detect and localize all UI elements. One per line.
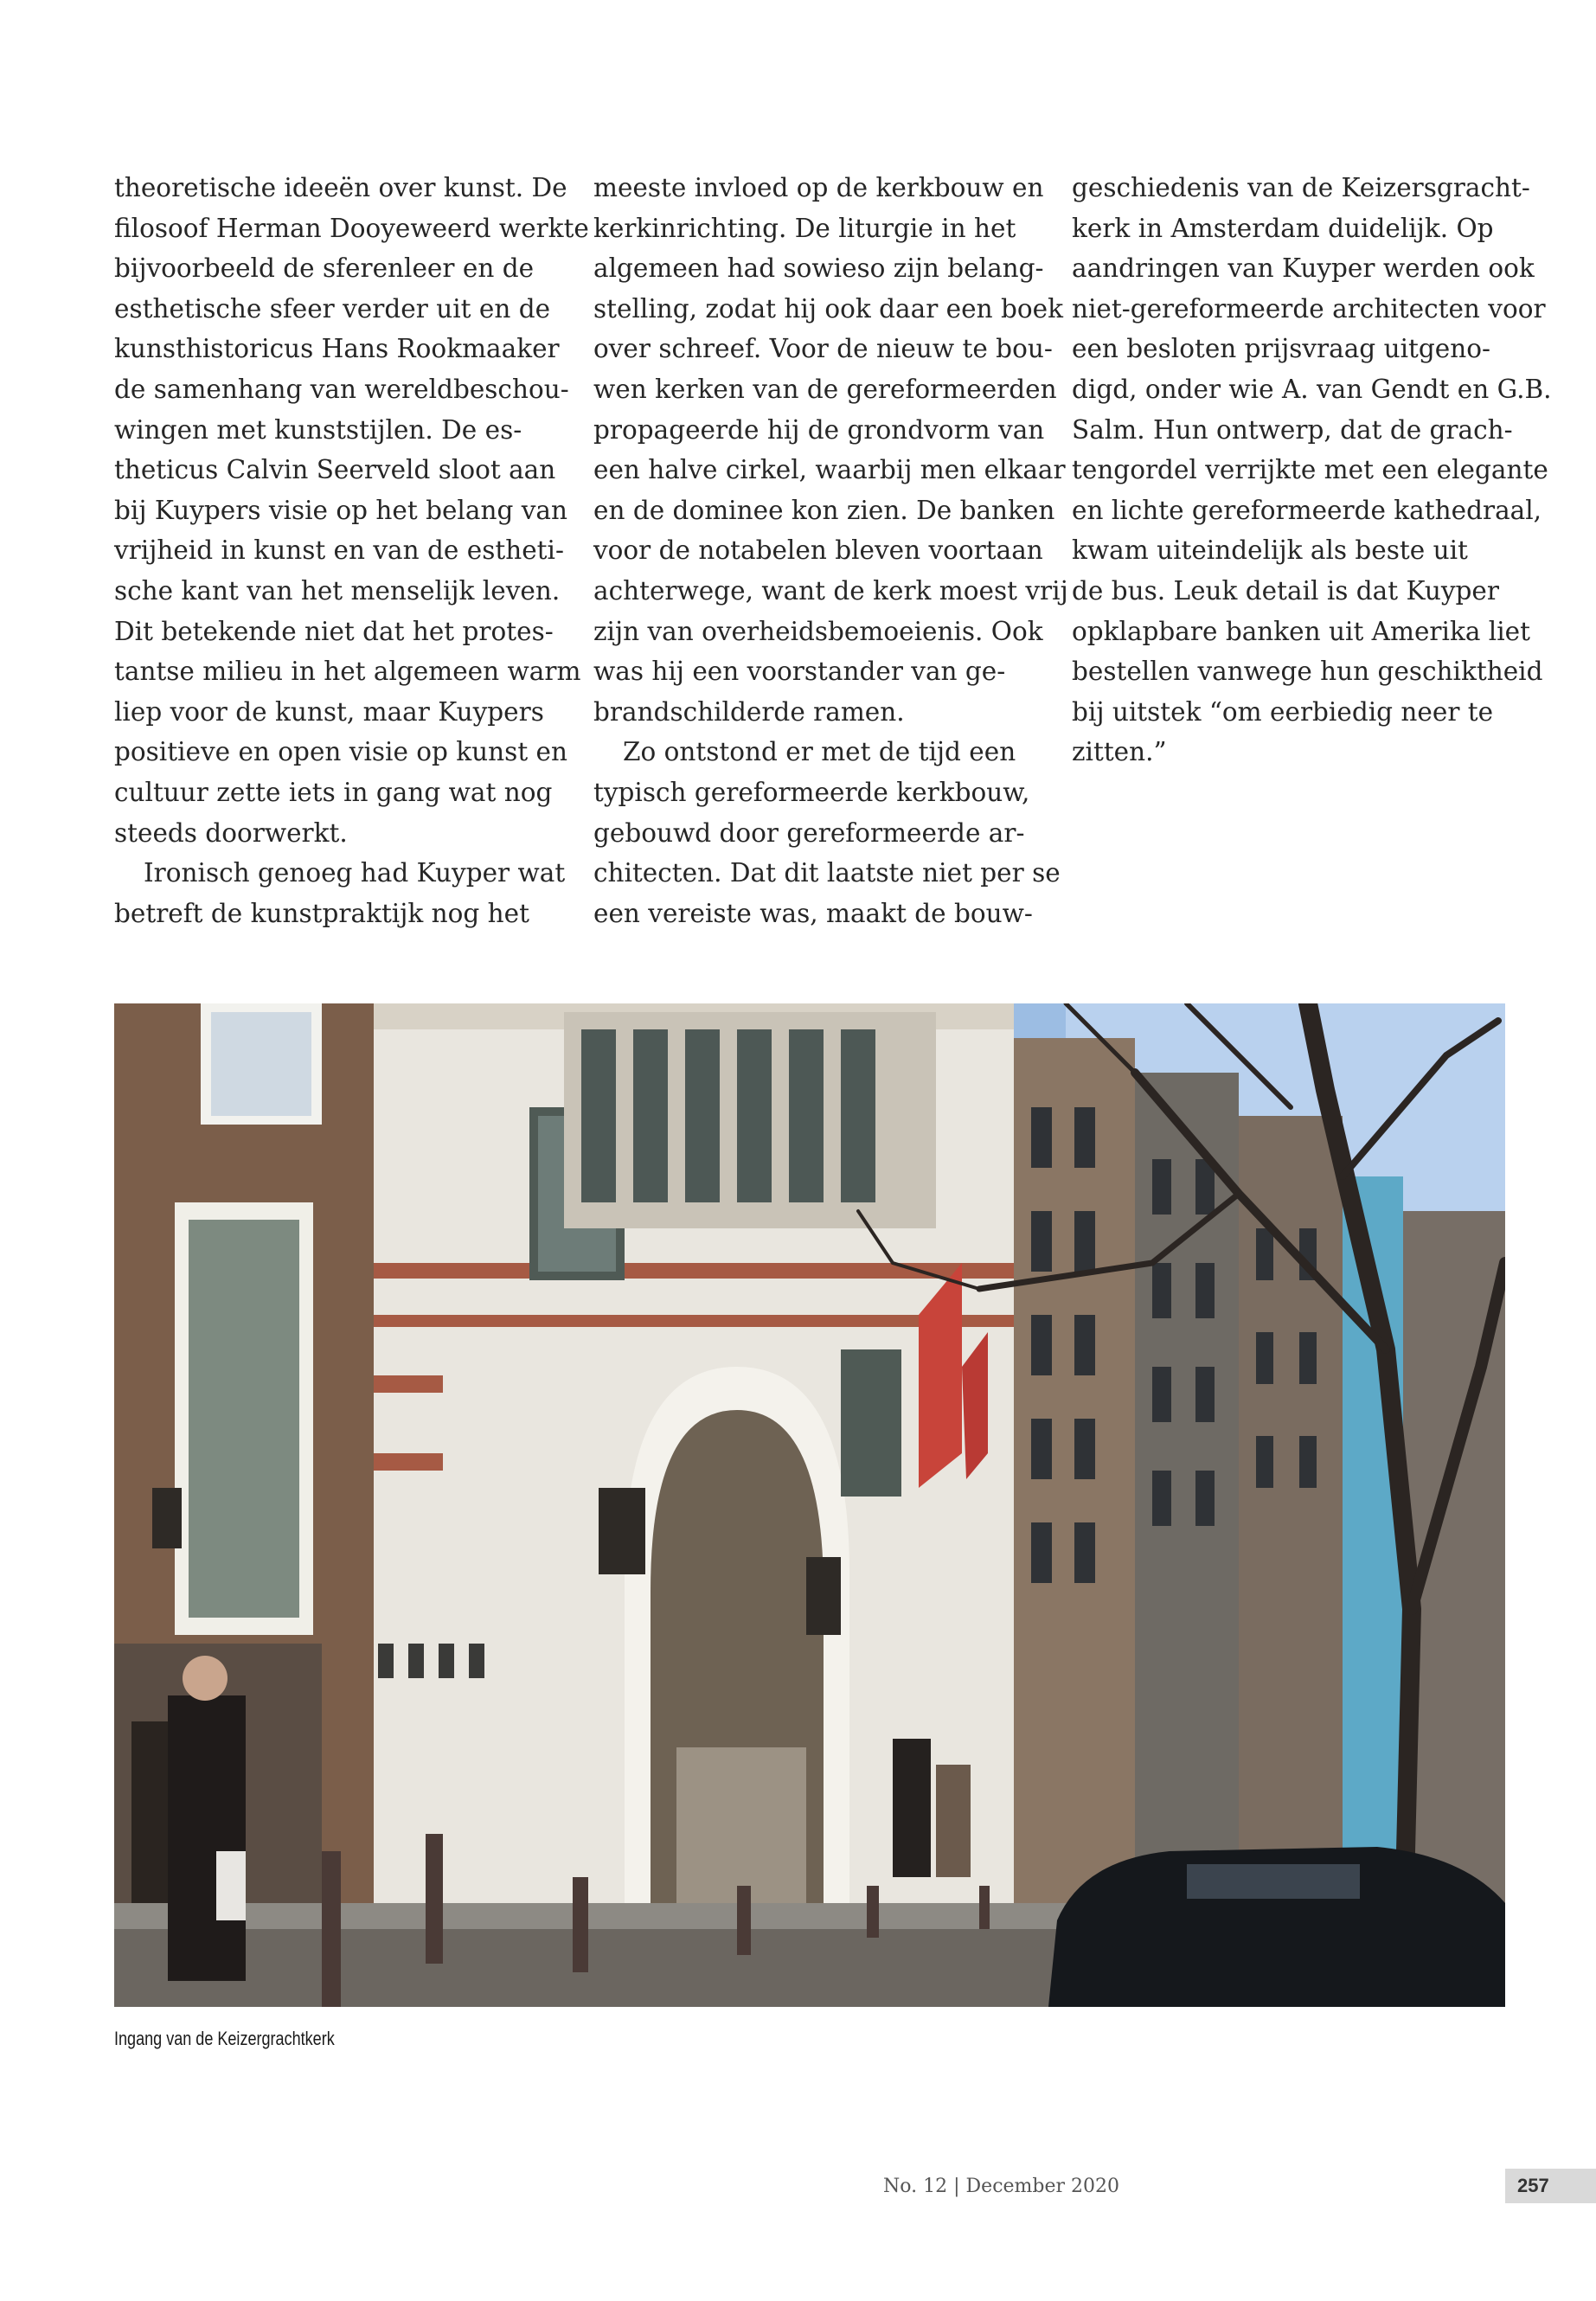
text-line: voor de notabelen bleven voortaan	[593, 535, 1043, 566]
text-line: Dit betekende niet dat het protes-	[114, 616, 554, 646]
text-line: Salm. Hun ontwerp, dat de grach-	[1072, 414, 1513, 445]
text-line: bij uitstek “om eerbiedig neer te	[1072, 696, 1494, 727]
text-line: niet-gereformeerde architecten voor	[1072, 293, 1546, 324]
text-line: Zo ontstond er met de tijd een	[623, 737, 1016, 767]
text-line: aandringen van Kuyper werden ook	[1072, 253, 1535, 284]
page-number: 257	[1505, 2169, 1596, 2203]
text-line: steeds doorwerkt.	[114, 817, 348, 848]
text-line: was hij een voorstander van ge-	[593, 657, 1006, 687]
figure-caption: Ingang van de Keizergrachtkerk	[114, 2028, 335, 2049]
text-line: een vereiste was, maakt de bouw-	[593, 898, 1033, 928]
text-line: een halve cirkel, waarbij men elkaar	[593, 455, 1066, 485]
text-line: en de dominee kon zien. De banken	[593, 495, 1055, 525]
text-line: een besloten prijsvraag uitgeno-	[1072, 334, 1490, 364]
text-line: chitecten. Dat dit laatste niet per se	[593, 858, 1061, 888]
text-line: propageerde hij de grondvorm van	[593, 414, 1045, 445]
text-line: theoretische ideeën over kunst. De	[114, 173, 567, 202]
text-line: zijn van overheidsbemoeienis. Ook	[593, 616, 1043, 646]
issue-info: No. 12 | December 2020	[883, 2176, 1119, 2197]
text-line: opklapbare banken uit Amerika liet	[1072, 616, 1530, 646]
text-line: meeste invloed op de kerkbouw en	[593, 173, 1044, 202]
text-line: liep voor de kunst, maar Kuypers	[114, 696, 544, 727]
text-line: digd, onder wie A. van Gendt en G.B.	[1072, 374, 1552, 404]
text-column-3	[1072, 168, 1552, 772]
text-line: kwam uiteindelijk als beste uit	[1072, 535, 1468, 566]
text-line: betreft de kunstpraktijk nog het	[114, 898, 529, 928]
text-line: over schreef. Voor de nieuw te bou-	[593, 334, 1053, 364]
text-line: brandschilderde ramen.	[593, 696, 905, 727]
text-line: wen kerken van de gereformeerden	[593, 374, 1057, 404]
text-line: bestellen vanwege hun geschiktheid	[1072, 657, 1543, 687]
text-line: de samenhang van wereldbeschou-	[114, 374, 569, 404]
text-line: de bus. Leuk detail is dat Kuyper	[1072, 575, 1499, 606]
text-line: sche kant van het menselijk leven.	[114, 575, 561, 606]
church-entrance-photo	[114, 1003, 1505, 2007]
text-column-2	[593, 168, 1068, 933]
text-column-1	[114, 168, 589, 933]
text-line: stelling, zodat hij ook daar een boek	[593, 293, 1063, 324]
text-line: en lichte gereformeerde kathedraal,	[1072, 495, 1542, 525]
text-line: bij Kuypers visie op het belang van	[114, 495, 567, 525]
text-line: vrijheid in kunst en van de estheti-	[114, 535, 564, 566]
text-line: bijvoorbeeld de sferenleer en de	[114, 253, 535, 284]
text-line: kerk in Amsterdam duidelijk. Op	[1072, 213, 1494, 243]
text-line: tantse milieu in het algemeen warm	[114, 657, 581, 687]
text-line: tengordel verrijkte met een elegante	[1072, 455, 1548, 485]
text-line: wingen met kunststijlen. De es-	[114, 414, 522, 445]
street-scene-illustration	[114, 1003, 1505, 2007]
text-line: achterwege, want de kerk moest vrij	[593, 575, 1068, 606]
text-line: filosoof Herman Dooyeweerd werkte	[114, 213, 589, 243]
text-line: Ironisch genoeg had Kuyper wat	[144, 858, 566, 888]
text-line: kerkinrichting. De liturgie in het	[593, 213, 1016, 243]
text-line: positieve en open visie op kunst en	[114, 737, 568, 767]
text-line: algemeen had sowieso zijn belang-	[593, 253, 1044, 284]
text-line: kunsthistoricus Hans Rookmaaker	[114, 334, 560, 364]
text-line: cultuur zette iets in gang wat nog	[114, 777, 553, 807]
text-line: esthetische sfeer verder uit en de	[114, 293, 551, 324]
text-line: zitten.”	[1072, 737, 1167, 767]
text-line: theticus Calvin Seerveld sloot aan	[114, 455, 556, 485]
text-line: typisch gereformeerde kerkbouw,	[593, 777, 1030, 807]
text-line: gebouwd door gereformeerde ar-	[593, 817, 1025, 848]
text-line: geschiedenis van de Keizersgracht-	[1072, 173, 1530, 202]
